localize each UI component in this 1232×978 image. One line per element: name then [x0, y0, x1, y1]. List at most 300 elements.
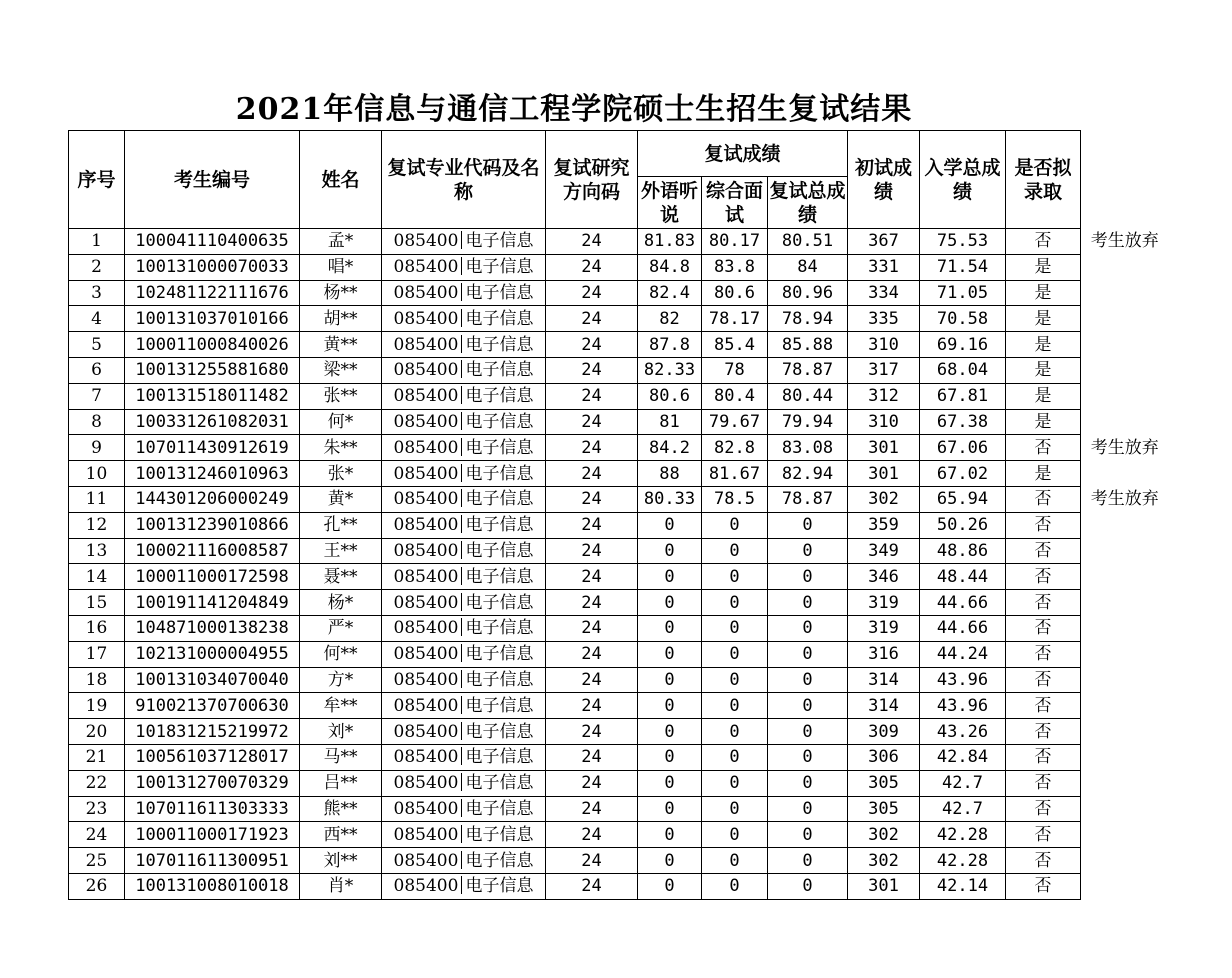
cell-admit: 是 — [1006, 280, 1081, 306]
major-name: 电子信息 — [465, 876, 534, 897]
major-code: 085400 — [393, 695, 459, 716]
cell-admit: 否 — [1006, 873, 1081, 899]
cell-name: 胡** — [300, 306, 382, 332]
cell-foreign: 0 — [638, 873, 702, 899]
cell-foreign: 0 — [638, 744, 702, 770]
cell-name: 肖* — [300, 873, 382, 899]
cell-initial-score: 310 — [848, 332, 920, 358]
cell-name: 黄* — [300, 486, 382, 512]
major-code: 085400 — [393, 566, 459, 587]
major-code: 085400 — [393, 721, 459, 742]
table-row — [69, 693, 1169, 719]
cell-major — [382, 280, 546, 306]
cell-total-score: 67.38 — [920, 409, 1006, 435]
cell-foreign: 0 — [638, 512, 702, 538]
cell-initial-score: 301 — [848, 461, 920, 487]
cell-comprehensive: 83.8 — [702, 254, 768, 280]
table-row — [69, 770, 1169, 796]
cell-seq: 22 — [69, 770, 125, 796]
cell-foreign: 80.6 — [638, 383, 702, 409]
cell-exam-id: 100011000840026 — [125, 332, 300, 358]
cell-comprehensive: 0 — [702, 512, 768, 538]
header-retest-group: 复试成绩 — [638, 131, 848, 177]
cell-initial-score: 302 — [848, 486, 920, 512]
table-row — [69, 461, 1169, 487]
cell-major — [382, 512, 546, 538]
cell-remark — [1081, 744, 1169, 770]
cell-direction: 24 — [546, 512, 638, 538]
cell-remark: 考生放弃 — [1090, 489, 1159, 510]
cell-comprehensive: 82.8 — [702, 435, 768, 461]
cell-initial-score: 359 — [848, 512, 920, 538]
cell-admit: 否 — [1006, 538, 1081, 564]
cell-retest-total: 0 — [768, 615, 848, 641]
cell-admit: 否 — [1006, 796, 1081, 822]
cell-major — [382, 744, 546, 770]
cell-seq: 10 — [69, 461, 125, 487]
cell-seq: 4 — [69, 306, 125, 332]
cell-comprehensive: 79.67 — [702, 409, 768, 435]
cell-foreign: 0 — [638, 590, 702, 616]
cell-major — [382, 693, 546, 719]
cell-retest-total: 0 — [768, 564, 848, 590]
major-separator — [461, 696, 462, 714]
cell-admit: 是 — [1006, 461, 1081, 487]
major-code: 085400 — [393, 747, 459, 768]
cell-comprehensive: 0 — [702, 693, 768, 719]
cell-exam-id: 100561037128017 — [125, 744, 300, 770]
cell-exam-id: 100131255881680 — [125, 357, 300, 383]
cell-remark — [1081, 667, 1169, 693]
cell-retest-total: 83.08 — [768, 435, 848, 461]
cell-retest-total: 84 — [768, 254, 848, 280]
cell-major — [382, 848, 546, 874]
cell-retest-total: 0 — [768, 744, 848, 770]
cell-comprehensive: 0 — [702, 641, 768, 667]
cell-admit: 是 — [1006, 409, 1081, 435]
cell-admit: 否 — [1006, 590, 1081, 616]
header-major: 复试专业代码及名称 — [382, 131, 546, 229]
header-direction: 复试研究方向码 — [546, 131, 638, 229]
cell-total-score: 48.86 — [920, 538, 1006, 564]
cell-foreign: 0 — [638, 822, 702, 848]
cell-major — [382, 332, 546, 358]
table-row — [69, 667, 1169, 693]
cell-exam-id: 100021116008587 — [125, 538, 300, 564]
major-name: 电子信息 — [465, 618, 534, 639]
cell-direction: 24 — [546, 615, 638, 641]
cell-seq: 20 — [69, 719, 125, 745]
cell-major — [382, 461, 546, 487]
major-code: 085400 — [393, 282, 459, 303]
cell-exam-id: 104871000138238 — [125, 615, 300, 641]
cell-exam-id: 100191141204849 — [125, 590, 300, 616]
cell-total-score: 67.02 — [920, 461, 1006, 487]
major-separator — [461, 567, 462, 585]
cell-seq: 21 — [69, 744, 125, 770]
major-separator — [461, 257, 462, 275]
cell-remark: 考生放弃 — [1090, 231, 1159, 252]
cell-admit: 是 — [1006, 357, 1081, 383]
cell-major — [382, 641, 546, 667]
cell-foreign: 82 — [638, 306, 702, 332]
cell-exam-id: 910021370700630 — [125, 693, 300, 719]
cell-name: 杨** — [300, 280, 382, 306]
cell-name: 何** — [300, 641, 382, 667]
major-name: 电子信息 — [465, 721, 534, 742]
cell-admit: 是 — [1006, 306, 1081, 332]
cell-initial-score: 301 — [848, 435, 920, 461]
cell-initial-score: 319 — [848, 590, 920, 616]
major-name: 电子信息 — [465, 644, 534, 665]
cell-admit: 否 — [1006, 641, 1081, 667]
major-separator — [461, 309, 462, 327]
major-code: 085400 — [393, 308, 459, 329]
cell-retest-total: 0 — [768, 873, 848, 899]
cell-major — [382, 873, 546, 899]
header-name: 姓名 — [300, 131, 382, 229]
cell-admit: 否 — [1006, 486, 1081, 512]
header-comprehensive: 综合面试 — [702, 177, 768, 229]
cell-direction: 24 — [546, 796, 638, 822]
cell-direction: 24 — [546, 409, 638, 435]
cell-admit: 否 — [1006, 848, 1081, 874]
cell-major — [382, 409, 546, 435]
cell-total-score: 48.44 — [920, 564, 1006, 590]
cell-total-score: 44.66 — [920, 590, 1006, 616]
cell-major — [382, 770, 546, 796]
cell-seq: 8 — [69, 409, 125, 435]
cell-foreign: 82.33 — [638, 357, 702, 383]
cell-comprehensive: 0 — [702, 770, 768, 796]
table-row — [69, 848, 1169, 874]
cell-remark — [1081, 538, 1169, 564]
major-code: 085400 — [393, 824, 459, 845]
table-body — [69, 229, 1169, 900]
cell-foreign: 0 — [638, 538, 702, 564]
major-separator — [461, 618, 462, 636]
cell-initial-score: 305 — [848, 770, 920, 796]
major-separator — [461, 231, 462, 249]
cell-exam-id: 100011000172598 — [125, 564, 300, 590]
cell-total-score: 42.7 — [920, 770, 1006, 796]
cell-comprehensive: 0 — [702, 564, 768, 590]
cell-major — [382, 435, 546, 461]
major-separator — [461, 283, 462, 301]
cell-admit: 否 — [1006, 229, 1081, 255]
cell-seq: 14 — [69, 564, 125, 590]
cell-total-score: 42.28 — [920, 822, 1006, 848]
cell-comprehensive: 81.67 — [702, 461, 768, 487]
page-title: 2021年信息与通信工程学院硕士生招生复试结果 — [235, 92, 913, 127]
cell-exam-id: 107011611300951 — [125, 848, 300, 874]
major-name: 电子信息 — [465, 669, 534, 690]
major-separator — [461, 335, 462, 353]
major-code: 085400 — [393, 463, 459, 484]
major-code: 085400 — [393, 231, 459, 252]
cell-direction: 24 — [546, 332, 638, 358]
cell-foreign: 80.33 — [638, 486, 702, 512]
cell-seq: 12 — [69, 512, 125, 538]
cell-initial-score: 302 — [848, 822, 920, 848]
cell-foreign: 0 — [638, 615, 702, 641]
table-row — [69, 641, 1169, 667]
cell-direction: 24 — [546, 564, 638, 590]
cell-comprehensive: 0 — [702, 590, 768, 616]
cell-name: 孟* — [300, 229, 382, 255]
cell-exam-id: 100331261082031 — [125, 409, 300, 435]
cell-initial-score: 302 — [848, 848, 920, 874]
cell-initial-score: 346 — [848, 564, 920, 590]
cell-initial-score: 301 — [848, 873, 920, 899]
cell-direction: 24 — [546, 744, 638, 770]
cell-seq: 3 — [69, 280, 125, 306]
cell-comprehensive: 80.4 — [702, 383, 768, 409]
cell-total-score: 75.53 — [920, 229, 1006, 255]
cell-exam-id: 100131037010166 — [125, 306, 300, 332]
major-code: 085400 — [393, 360, 459, 381]
cell-exam-id: 100011000171923 — [125, 822, 300, 848]
cell-name: 杨* — [300, 590, 382, 616]
table-row — [69, 796, 1169, 822]
cell-comprehensive: 80.17 — [702, 229, 768, 255]
cell-retest-total: 0 — [768, 719, 848, 745]
cell-retest-total: 0 — [768, 590, 848, 616]
cell-name: 王** — [300, 538, 382, 564]
major-separator — [461, 722, 462, 740]
major-code: 085400 — [393, 798, 459, 819]
header-admit: 是否拟录取 — [1006, 131, 1081, 229]
cell-remark — [1081, 280, 1169, 306]
table-row — [69, 229, 1169, 255]
cell-admit: 否 — [1006, 719, 1081, 745]
cell-exam-id: 107011611303333 — [125, 796, 300, 822]
header-total-score: 入学总成绩 — [920, 131, 1006, 229]
major-code: 085400 — [393, 876, 459, 897]
cell-total-score: 44.24 — [920, 641, 1006, 667]
major-separator — [461, 773, 462, 791]
major-name: 电子信息 — [465, 386, 534, 407]
cell-initial-score: 306 — [848, 744, 920, 770]
cell-major — [382, 357, 546, 383]
cell-comprehensive: 0 — [702, 719, 768, 745]
cell-foreign: 81.83 — [638, 229, 702, 255]
major-name: 电子信息 — [465, 773, 534, 794]
major-code: 085400 — [393, 669, 459, 690]
header-exam-id: 考生编号 — [125, 131, 300, 229]
cell-seq: 24 — [69, 822, 125, 848]
cell-retest-total: 0 — [768, 538, 848, 564]
cell-seq: 15 — [69, 590, 125, 616]
cell-initial-score: 331 — [848, 254, 920, 280]
cell-foreign: 0 — [638, 719, 702, 745]
cell-total-score: 67.06 — [920, 435, 1006, 461]
cell-seq: 25 — [69, 848, 125, 874]
cell-remark — [1081, 306, 1169, 332]
major-name: 电子信息 — [465, 463, 534, 484]
cell-name: 刘* — [300, 719, 382, 745]
cell-direction: 24 — [546, 770, 638, 796]
cell-comprehensive: 0 — [702, 667, 768, 693]
cell-direction: 24 — [546, 667, 638, 693]
cell-remark — [1081, 719, 1169, 745]
cell-retest-total: 0 — [768, 641, 848, 667]
cell-name: 黄** — [300, 332, 382, 358]
major-separator — [461, 515, 462, 533]
major-name: 电子信息 — [465, 695, 534, 716]
cell-exam-id: 100131000070033 — [125, 254, 300, 280]
cell-direction: 24 — [546, 848, 638, 874]
cell-foreign: 0 — [638, 693, 702, 719]
cell-remark — [1081, 383, 1169, 409]
cell-remark — [1081, 461, 1169, 487]
major-name: 电子信息 — [465, 282, 534, 303]
cell-direction: 24 — [546, 873, 638, 899]
cell-name: 唱* — [300, 254, 382, 280]
cell-name: 张* — [300, 461, 382, 487]
cell-total-score: 42.84 — [920, 744, 1006, 770]
cell-name: 严* — [300, 615, 382, 641]
cell-total-score: 44.66 — [920, 615, 1006, 641]
cell-foreign: 0 — [638, 667, 702, 693]
cell-major — [382, 822, 546, 848]
table-row — [69, 280, 1169, 306]
cell-retest-total: 80.96 — [768, 280, 848, 306]
major-code: 085400 — [393, 540, 459, 561]
cell-seq: 26 — [69, 873, 125, 899]
header-seq: 序号 — [69, 131, 125, 229]
cell-exam-id: 100041110400635 — [125, 229, 300, 255]
cell-retest-total: 0 — [768, 796, 848, 822]
table-row — [69, 512, 1169, 538]
cell-exam-id: 102131000004955 — [125, 641, 300, 667]
cell-admit: 否 — [1006, 512, 1081, 538]
cell-total-score: 43.96 — [920, 667, 1006, 693]
cell-foreign: 81 — [638, 409, 702, 435]
cell-name: 熊** — [300, 796, 382, 822]
major-separator — [461, 593, 462, 611]
major-name: 电子信息 — [465, 798, 534, 819]
cell-direction: 24 — [546, 280, 638, 306]
cell-admit: 是 — [1006, 383, 1081, 409]
cell-major — [382, 590, 546, 616]
cell-direction: 24 — [546, 590, 638, 616]
cell-name: 张** — [300, 383, 382, 409]
cell-admit: 否 — [1006, 693, 1081, 719]
major-name: 电子信息 — [465, 334, 534, 355]
cell-comprehensive: 0 — [702, 796, 768, 822]
cell-total-score: 42.7 — [920, 796, 1006, 822]
cell-remark — [1081, 254, 1169, 280]
cell-exam-id: 144301206000249 — [125, 486, 300, 512]
cell-initial-score: 309 — [848, 719, 920, 745]
cell-foreign: 88 — [638, 461, 702, 487]
cell-major — [382, 254, 546, 280]
table-row — [69, 383, 1169, 409]
cell-name: 聂** — [300, 564, 382, 590]
major-code: 085400 — [393, 411, 459, 432]
cell-retest-total: 0 — [768, 848, 848, 874]
cell-remark — [1081, 615, 1169, 641]
cell-comprehensive: 80.6 — [702, 280, 768, 306]
cell-total-score: 67.81 — [920, 383, 1006, 409]
cell-retest-total: 80.44 — [768, 383, 848, 409]
cell-initial-score: 334 — [848, 280, 920, 306]
cell-retest-total: 85.88 — [768, 332, 848, 358]
cell-exam-id: 100131239010866 — [125, 512, 300, 538]
major-separator — [461, 438, 462, 456]
cell-major — [382, 229, 546, 255]
cell-admit: 否 — [1006, 435, 1081, 461]
cell-comprehensive: 78.5 — [702, 486, 768, 512]
cell-seq: 18 — [69, 667, 125, 693]
cell-major — [382, 796, 546, 822]
cell-direction: 24 — [546, 538, 638, 564]
cell-seq: 17 — [69, 641, 125, 667]
cell-retest-total: 0 — [768, 770, 848, 796]
cell-initial-score: 316 — [848, 641, 920, 667]
cell-seq: 5 — [69, 332, 125, 358]
cell-remark — [1081, 796, 1169, 822]
cell-remark: 考生放弃 — [1090, 437, 1159, 458]
cell-major — [382, 564, 546, 590]
cell-foreign: 0 — [638, 641, 702, 667]
cell-initial-score: 310 — [848, 409, 920, 435]
major-code: 085400 — [393, 618, 459, 639]
cell-seq: 23 — [69, 796, 125, 822]
cell-initial-score: 335 — [848, 306, 920, 332]
table-row — [69, 615, 1169, 641]
cell-foreign: 82.4 — [638, 280, 702, 306]
cell-total-score: 68.04 — [920, 357, 1006, 383]
results-table — [68, 130, 1169, 900]
cell-exam-id: 100131270070329 — [125, 770, 300, 796]
cell-remark — [1081, 357, 1169, 383]
cell-remark — [1081, 641, 1169, 667]
cell-foreign: 0 — [638, 770, 702, 796]
cell-name: 牟** — [300, 693, 382, 719]
major-name: 电子信息 — [465, 360, 534, 381]
cell-admit: 是 — [1006, 254, 1081, 280]
cell-retest-total: 0 — [768, 693, 848, 719]
major-separator — [461, 670, 462, 688]
cell-name: 西** — [300, 822, 382, 848]
cell-comprehensive: 0 — [702, 615, 768, 641]
cell-comprehensive: 78 — [702, 357, 768, 383]
cell-comprehensive: 0 — [702, 848, 768, 874]
cell-direction: 24 — [546, 486, 638, 512]
cell-name: 梁** — [300, 357, 382, 383]
cell-exam-id: 101831215219972 — [125, 719, 300, 745]
major-name: 电子信息 — [465, 515, 534, 536]
cell-retest-total: 78.87 — [768, 486, 848, 512]
cell-comprehensive: 78.17 — [702, 306, 768, 332]
cell-foreign: 0 — [638, 796, 702, 822]
cell-initial-score: 349 — [848, 538, 920, 564]
table-row — [69, 564, 1169, 590]
cell-exam-id: 100131518011482 — [125, 383, 300, 409]
cell-name: 刘** — [300, 848, 382, 874]
cell-admit: 否 — [1006, 822, 1081, 848]
table-row — [69, 357, 1169, 383]
major-code: 085400 — [393, 850, 459, 871]
cell-admit: 否 — [1006, 615, 1081, 641]
cell-comprehensive: 0 — [702, 873, 768, 899]
cell-direction: 24 — [546, 383, 638, 409]
cell-total-score: 42.14 — [920, 873, 1006, 899]
major-code: 085400 — [393, 257, 459, 278]
cell-name: 方* — [300, 667, 382, 693]
